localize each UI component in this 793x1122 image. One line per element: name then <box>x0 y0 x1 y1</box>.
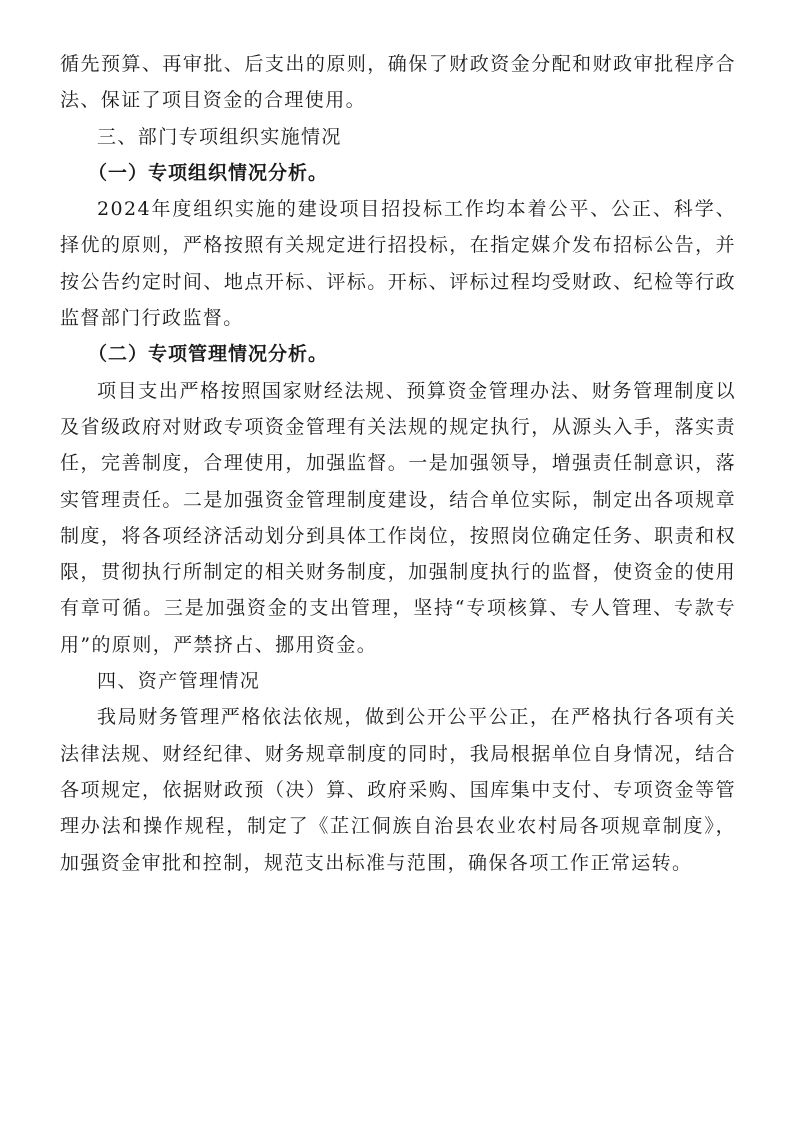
subsection-2-heading: （二）专项管理情况分析。 <box>88 343 329 366</box>
section-3-heading: 三、部门专项组织实施情况 <box>97 125 342 148</box>
subsection-2-paragraph: 项目支出严格按照国家财经法规、预算资金管理办法、财务管理制度以及省级政府对财政专项资金管理有关法规的规定执行，从源头入手，落实责任，完善制度，合理使用，加强监督。一是加强领导，增强责任制意识，落实管理责任。二是加强资金管理制度建设，结合单位实际，制定出各项规章制度，将各项经济活动划分到具体工作岗位，按照岗位确定任务、职责和权限，贯彻执行所制定的相关财务制度，加强制度执行的监督，使资金的使用有章可循。三是加强资金的支出管理，坚持“专项核算、专人管理、专款专用”的原则，严禁挤占、挪用资金。 <box>60 379 736 656</box>
section-4-heading: 四、资产管理情况 <box>97 670 261 693</box>
intro-paragraph: 循先预算、再审批、后支出的原则，确保了财政资金分配和财政审批程序合法、保证了项目资金的合理使用。 <box>60 53 736 112</box>
section-4-paragraph: 我局财务管理严格依法依规，做到公开公平公正，在严格执行各项有关法律法规、财经纪律、财务规章制度的同时，我局根据单位自身情况，结合各项规定，依据财政预（决）算、政府采购、国库集中支付、专项资金等管理办法和操作规程，制定了《芷江侗族自治县农业农村局各项规章制度》，加强资金审批和控制，规范支出标准与范围，确保各项工作正常运转。 <box>60 706 736 874</box>
subsection-1-heading: （一）专项组织情况分析。 <box>88 161 329 184</box>
document-body <box>60 46 736 881</box>
subsection-1-paragraph: 2024年度组织实施的建设项目招投标工作均本着公平、公正、科学、择优的原则，严格按照有关规定进行招投标，在指定媒介发布招标公告，并按公告约定时间、地点开标、评标。开标、评标过程均受财政、纪检等行政监督部门行政监督。 <box>60 198 736 330</box>
